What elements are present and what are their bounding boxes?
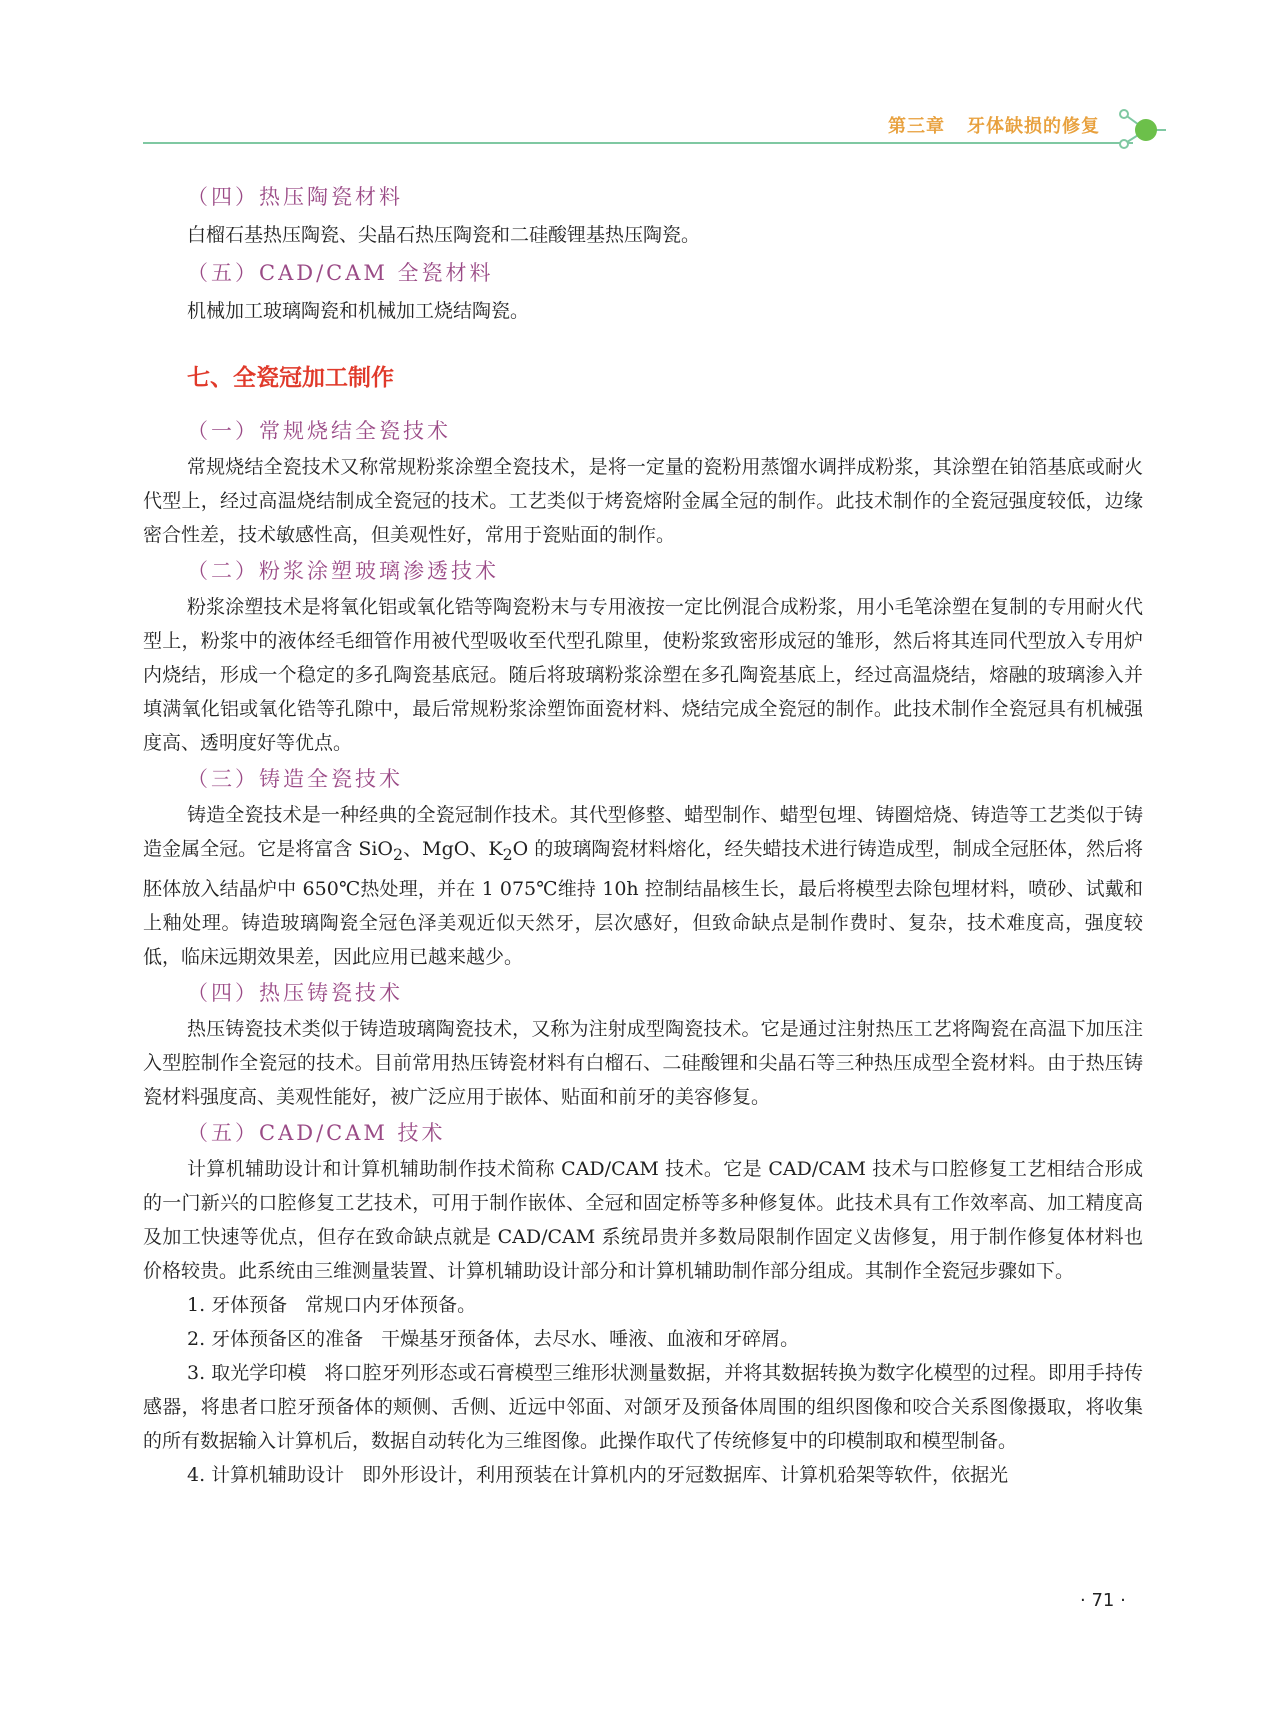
list-item-text: 将口腔牙列形态或石膏模型三维形状测量数据，并将其数据转换为数字化模型的过程。即用手持传感器，将患者口腔牙预备体的颊侧、舌侧、近远中邻面、对颌牙及预备体周围的组织图像和咬合关系图像摄取，将收集的所有数据输入计算机后，数据自动转化为三维图像。此操作取代了传统修复中的印模制取和模型制备。 [143, 1361, 1143, 1452]
list-item [143, 1322, 1143, 1356]
list-item [143, 1288, 1143, 1322]
paragraph-hot-press-casting: 热压铸瓷技术类似于铸造玻璃陶瓷技术，又称为注射成型陶瓷技术。它是通过注射热压工艺将陶瓷在高温下加压注入型腔制作全瓷冠的技术。目前常用热压铸瓷材料有白榴石、二硅酸锂和尖晶石等三种热压成型全瓷材料。由于热压铸瓷材料强度高、美观性能好，被广泛应用于嵌体、贴面和前牙的美容修复。 [143, 1017, 1143, 1108]
page-number: · 71 · [1080, 1590, 1126, 1611]
running-head [888, 112, 1100, 138]
page-body [143, 178, 1143, 1492]
subheading-hot-press-casting: （四）热压铸瓷技术 [187, 980, 403, 1005]
text-run: O 的玻璃陶瓷材料熔化，经失蜡技术进行铸造成型，制成全冠胚体，然后将胚体放入结晶炉中 650℃热处理，并在 1 075℃维持 10h 控制结晶核生长，最后将模型去除包埋材料，喷砂、试戴和上釉处理。铸造玻璃陶瓷全冠色泽美观近似天然牙，层次感好，但致命缺点是制作费时、复杂，技术难度高，强度较低，临床远期效果差，因此应用已越来越少。 [143, 838, 1143, 968]
text-run: 、MgO、K [403, 838, 503, 860]
subheading-slip-casting: （二）粉浆涂塑玻璃渗透技术 [187, 559, 499, 583]
paragraph-conventional-sintering: 常规烧结全瓷技术又称常规粉浆涂塑全瓷技术，是将一定量的瓷粉用蒸馏水调拌成粉浆，其涂塑在铂箔基底或耐火代型上，经过高温烧结制成全瓷冠的技术。工艺类似于烤瓷熔附金属全冠的制作。此技术制作的全瓷冠强度较低，边缘密合性差，技术敏感性高，但美观性好，常用于瓷贴面的制作。 [143, 456, 1143, 546]
subscript: 2 [393, 844, 404, 864]
molecule-icon [1110, 104, 1170, 152]
section-heading-seven: 七、全瓷冠加工制作 [187, 365, 394, 391]
list-item-text: 干燥基牙预备体，去尽水、唾液、血液和牙碎屑。 [381, 1327, 800, 1350]
list-item-text: 即外形设计，利用预装在计算机内的牙冠数据库、计算机𬌗架等软件，依据光 [362, 1463, 1009, 1486]
subheading-cast-ceramic: （三）铸造全瓷技术 [187, 767, 403, 791]
subheading-hot-press-material: （四）热压陶瓷材料 [187, 185, 403, 209]
list-item [143, 1356, 1143, 1458]
list-item-label: 1. 牙体预备 [187, 1293, 288, 1316]
subheading-cadcam-material: （五）CAD/CAM 全瓷材料 [187, 261, 494, 285]
text-cadcam-material: 机械加工玻璃陶瓷和机械加工烧结陶瓷。 [187, 300, 530, 322]
paragraph-cadcam-technique: 计算机辅助设计和计算机辅助制作技术简称 CAD/CAM 技术。它是 CAD/CAM 技术与口腔修复工艺相结合形成的一门新兴的口腔修复工艺技术，可用于制作嵌体、全冠和固定桥等多种修复体。此技术具有工作效率高、加工精度高及加工快速等优点，但存在致命缺点就是 CAD/CAM 系统昂贵并多数局限制作固定义齿修复，用于制作修复体材料也价格较贵。此系统由三维测量装置、计算机辅助设计部分和计算机辅助制作部分组成。其制作全瓷冠步骤如下。 [143, 1157, 1143, 1282]
subscript: 2 [502, 844, 513, 864]
list-item [143, 1458, 1143, 1492]
paragraph-cast-ceramic [143, 798, 1143, 974]
text-hot-press-material: 白榴石基热压陶瓷、尖晶石热压陶瓷和二硅酸锂基热压陶瓷。 [187, 224, 701, 246]
chapter-title: 牙体缺损的修复 [967, 116, 1100, 137]
list-item-text: 常规口内牙体预备。 [305, 1293, 477, 1316]
subheading-cadcam-technique: （五）CAD/CAM 技术 [187, 1120, 446, 1145]
paragraph-slip-casting: 粉浆涂塑技术是将氧化铝或氧化锆等陶瓷粉末与专用液按一定比例混合成粉浆，用小毛笔涂塑在复制的专用耐火代型上，粉浆中的液体经毛细管作用被代型吸收至代型孔隙里，使粉浆致密形成冠的雏形，然后将其连同代型放入专用炉内烧结，形成一个稳定的多孔陶瓷基底冠。随后将玻璃粉浆涂塑在多孔陶瓷基底上，经过高温烧结，熔融的玻璃渗入并填满氧化铝或氧化锆等孔隙中，最后常规粉浆涂塑饰面瓷材料、烧结完成全瓷冠的制作。此技术制作全瓷冠具有机械强度高、透明度好等优点。 [143, 596, 1143, 754]
list-item-label: 2. 牙体预备区的准备 [187, 1327, 364, 1350]
header-rule [143, 142, 1133, 144]
page-header [0, 0, 1275, 160]
list-item-label: 4. 计算机辅助设计 [187, 1463, 345, 1486]
subheading-conventional-sintering: （一）常规烧结全瓷技术 [187, 419, 451, 443]
text-run: 铸造全瓷技术是一种经典的全瓷冠制作技术。其代型修整、蜡型制作、蜡型包埋、铸圈焙烧、铸造等工艺类似于铸造金属全冠。它是将富含 SiO [143, 804, 1143, 860]
list-item-label: 3. 取光学印模 [187, 1361, 307, 1384]
chapter-number: 第三章 [888, 116, 945, 137]
